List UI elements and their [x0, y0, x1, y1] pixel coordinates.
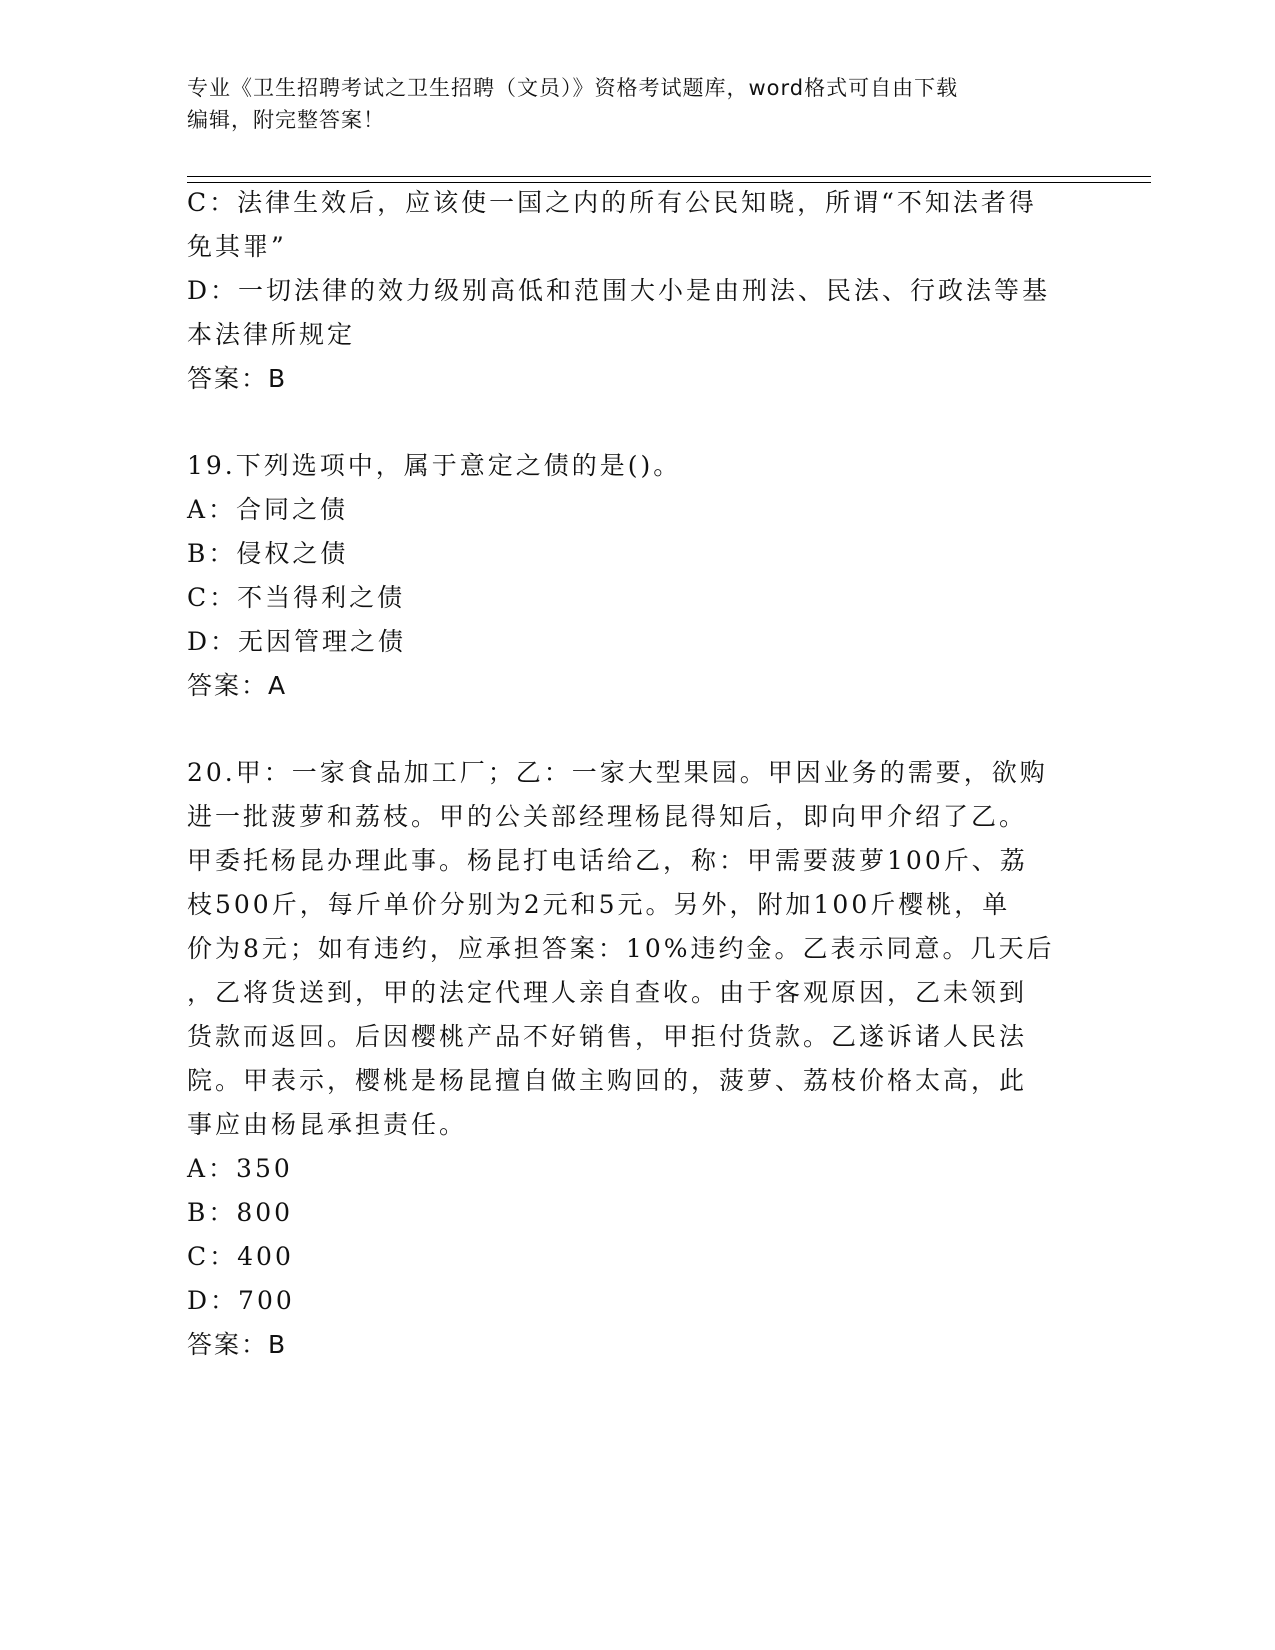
q20-option-c: C：400: [187, 1242, 294, 1271]
header-line-2: 编辑，附完整答案！: [187, 108, 385, 132]
q20-option-d: D：700: [187, 1286, 295, 1315]
q19-stem: 19.下列选项中，属于意定之债的是()。: [187, 451, 682, 480]
q20-stem-line-9: 事应由杨昆承担责任。: [187, 1110, 468, 1139]
q20-stem-line-5: 价为8元；如有违约，应承担答案：10%违约金。乙表示同意。几天后: [187, 934, 1055, 963]
q20-option-a: A：350: [187, 1154, 293, 1183]
header-rule-bottom: [187, 182, 1151, 183]
q20-stem-line-3: 甲委托杨昆办理此事。杨昆打电话给乙，称：甲需要菠萝100斤、荔: [187, 846, 1028, 875]
q18-option-d-line-2: 本法律所规定: [187, 320, 356, 349]
header-rule-top: [187, 176, 1151, 177]
q20-stem-line-8: 院。甲表示，樱桃是杨昆擅自做主购回的，菠萝、荔枝价格太高，此: [187, 1066, 1028, 1095]
q19-option-b: B：侵权之债: [187, 539, 349, 568]
q18-answer: 答案：B: [187, 364, 288, 393]
document-header: [187, 72, 1067, 136]
q19-option-c: C：不当得利之债: [187, 583, 406, 612]
q19-option-d: D：无因管理之债: [187, 627, 407, 656]
q20-stem-line-7: 货款而返回。后因樱桃产品不好销售，甲拒付货款。乙遂诉诸人民法: [187, 1022, 1028, 1051]
q20-option-b: B：800: [187, 1198, 294, 1227]
q18-option-d-line-1: D：一切法律的效力级别高低和范围大小是由刑法、民法、行政法等基: [187, 276, 1051, 305]
q19-answer: 答案：A: [187, 671, 288, 700]
q20-stem-line-2: 进一批菠萝和荔枝。甲的公关部经理杨昆得知后，即向甲介绍了乙。: [187, 802, 1028, 831]
q18-option-c-line-2: 免其罪”: [187, 232, 287, 261]
q18-option-c-line-1: C：法律生效后，应该使一国之内的所有公民知晓，所谓“不知法者得: [187, 188, 1037, 217]
header-line-1: 专业《卫生招聘考试之卫生招聘（文员）》资格考试题库，word格式可自由下载: [187, 76, 959, 100]
q20-stem-line-4: 枝500斤，每斤单价分别为2元和5元。另外，附加100斤樱桃，单: [187, 890, 1011, 919]
q20-stem-line-1: 20.甲：一家食品加工厂；乙：一家大型果园。甲因业务的需要，欲购: [187, 758, 1048, 787]
q20-answer: 答案：B: [187, 1330, 288, 1359]
q20-stem-line-6: ，乙将货送到，甲的法定代理人亲自查收。由于客观原因，乙未领到: [187, 978, 1028, 1007]
q19-option-a: A：合同之债: [187, 495, 349, 524]
